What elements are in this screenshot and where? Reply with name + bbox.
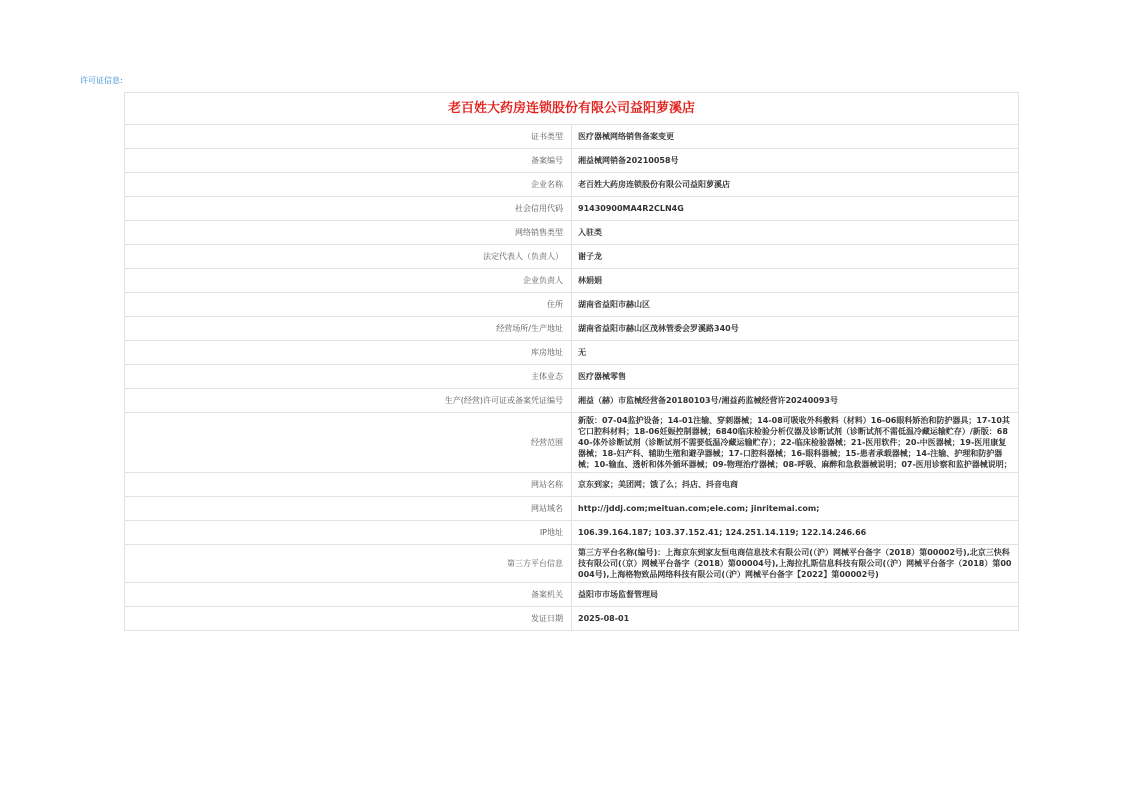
row-label: 证书类型 xyxy=(125,125,572,149)
table-row xyxy=(125,341,1019,365)
row-value: 老百姓大药房连锁股份有限公司益阳萝溪店 xyxy=(572,173,1019,197)
row-label: 备案机关 xyxy=(125,583,572,607)
table-row xyxy=(125,413,1019,473)
row-label: 经营场所/生产地址 xyxy=(125,317,572,341)
company-title: 老百姓大药房连锁股份有限公司益阳萝溪店 xyxy=(125,93,1019,125)
row-label: 企业名称 xyxy=(125,173,572,197)
table-row xyxy=(125,317,1019,341)
table-row xyxy=(125,473,1019,497)
table-row xyxy=(125,221,1019,245)
row-label: 备案编号 xyxy=(125,149,572,173)
row-value: 京东到家；美团网；饿了么；抖店、抖音电商 xyxy=(572,473,1019,497)
table-row xyxy=(125,293,1019,317)
table-row xyxy=(125,125,1019,149)
row-value: http://jddj.com;meituan.com;ele.com; jinritemai.com; xyxy=(572,497,1019,521)
table-row xyxy=(125,197,1019,221)
row-value: 医疗器械网络销售备案变更 xyxy=(572,125,1019,149)
row-label: 企业负责人 xyxy=(125,269,572,293)
row-label: 主体业态 xyxy=(125,365,572,389)
table-row xyxy=(125,365,1019,389)
section-label: 许可证信息: xyxy=(80,76,123,85)
row-value: 益阳市市场监督管理局 xyxy=(572,583,1019,607)
row-label: 第三方平台信息 xyxy=(125,545,572,583)
row-label: 库房地址 xyxy=(125,341,572,365)
row-value: 入驻类 xyxy=(572,221,1019,245)
row-value: 无 xyxy=(572,341,1019,365)
row-label: 社会信用代码 xyxy=(125,197,572,221)
row-label: 发证日期 xyxy=(125,607,572,631)
row-label: 网站名称 xyxy=(125,473,572,497)
table-row xyxy=(125,521,1019,545)
row-value: 新版：07-04监护设备；14-01注输、穿刺器械；14-08可吸收外科敷料（材料）16-06眼科矫治和防护器具；17-10其它口腔科材料；18-06妊娠控制器械；6840临床检验分析仪器及诊断试剂（诊断试剂不需低温冷藏运输贮存）/新版：6840-体外诊断试剂（诊断试剂不需要低温冷藏运输贮存）；22-临床检验器械；21-医用软件；20-中医器械；19-医用康复器械；18-妇产科、辅助生殖和避孕器械；17-口腔科器械；16-眼科器械；15-患者承载器械；14-注输、护理和防护器械；10-输血、透析和体外循环器械；09-物理治疗器械；08-呼吸、麻醉和急救器械说明；07-医用诊察和监护器械说明； xyxy=(572,413,1019,473)
row-value: 湘益械网销备20210058号 xyxy=(572,149,1019,173)
row-value: 医疗器械零售 xyxy=(572,365,1019,389)
table-row xyxy=(125,173,1019,197)
row-label: IP地址 xyxy=(125,521,572,545)
table-row xyxy=(125,269,1019,293)
row-value: 91430900MA4R2CLN4G xyxy=(572,197,1019,221)
row-value: 湖南省益阳市赫山区 xyxy=(572,293,1019,317)
row-value: 湘益（赫）市监械经营备20180103号/湘益药监械经营许20240093号 xyxy=(572,389,1019,413)
row-value: 湖南省益阳市赫山区茂林管委会罗溪路340号 xyxy=(572,317,1019,341)
table-row xyxy=(125,149,1019,173)
certificate-table xyxy=(124,92,1019,631)
row-label: 网站域名 xyxy=(125,497,572,521)
row-value: 2025-08-01 xyxy=(572,607,1019,631)
row-value: 106.39.164.187; 103.37.152.41; 124.251.14.119; 122.14.246.66 xyxy=(572,521,1019,545)
table-row xyxy=(125,583,1019,607)
row-label: 经营范围 xyxy=(125,413,572,473)
row-value: 谢子龙 xyxy=(572,245,1019,269)
table-row xyxy=(125,497,1019,521)
title-row xyxy=(125,93,1019,125)
row-label: 生产(经营)许可证或备案凭证编号 xyxy=(125,389,572,413)
table-row xyxy=(125,245,1019,269)
row-label: 网络销售类型 xyxy=(125,221,572,245)
row-value: 林娟娟 xyxy=(572,269,1019,293)
row-value: 第三方平台名称(编号)：上海京东到家友恒电商信息技术有限公司(（沪）网械平台备字（2018）第00002号),北京三快科技有限公司(（京）网械平台备字（2018）第00004号),上海拉扎斯信息科技有限公司(（沪）网械平台备字（2018）第00004号),上海格物致品网络科技有限公司(（沪）网械平台备字【2022】第00002号) xyxy=(572,545,1019,583)
row-label: 住所 xyxy=(125,293,572,317)
table-row xyxy=(125,389,1019,413)
row-label: 法定代表人（负责人） xyxy=(125,245,572,269)
table-row xyxy=(125,607,1019,631)
table-row xyxy=(125,545,1019,583)
